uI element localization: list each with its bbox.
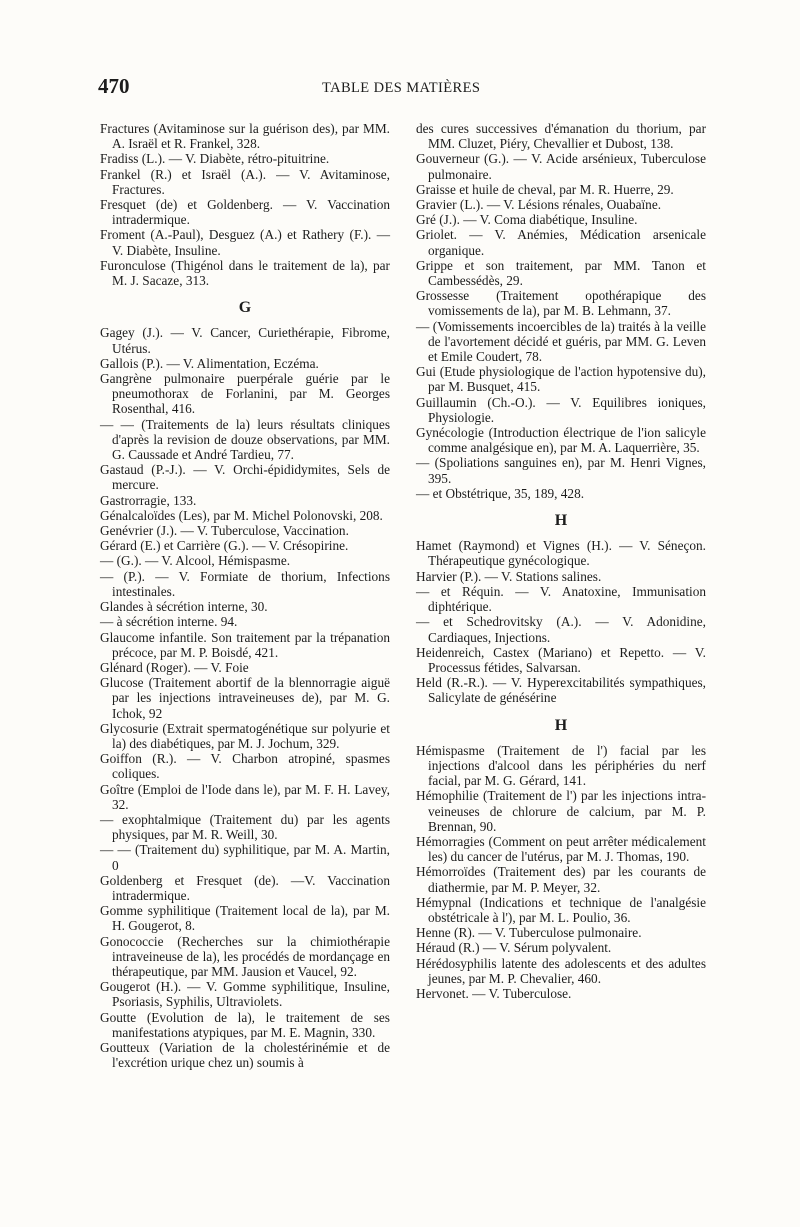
index-entry: Hémorragies (Comment on peut arrêter médicalement les) du cancer de l'utérus, par M. J. Thomas, 190.: [416, 833, 706, 865]
index-entry: Froment (A.-Paul), Desguez (A.) et Rathery (F.). — V. Diabète, Insuline.: [100, 227, 390, 258]
index-entry: — et Schedrovitsky (A.). — V. Adonidine, Cardiaques, Injections.: [416, 614, 706, 645]
index-entry: Héraud (R.) — V. Sérum polyvalent.: [416, 940, 612, 956]
section-letter-g: G: [238, 299, 252, 317]
index-entry: Hémophilie (Traitement de l') par les injections intra-veineuses de chlorure de calcium, par M. P. Brennan, 90.: [416, 788, 706, 834]
index-entry: Frankel (R.) et Israël (A.). — V. Avitaminose, Fractures.: [100, 166, 390, 197]
index-entry: Goutteux (Variation de la cholestérinémie et de l'excrétion urique chez un) soumis à: [100, 1039, 390, 1071]
index-entry: Genévrier (J.). — V. Tuberculose, Vaccination.: [100, 523, 349, 539]
index-entry: — et Obstétrique, 35, 189, 428.: [416, 485, 585, 501]
index-entry: Glycosurie (Extrait spermatogénétique sur polyurie et la) des diabétiques, par M. J. Jochum, 329.: [100, 720, 390, 751]
index-entry: — exophtalmique (Traitement du) par les agents physiques, par M. R. Weill, 30.: [100, 811, 390, 843]
index-entry: Goître (Emploi de l'Iode dans le), par M. F. H. Lavey, 32.: [100, 781, 390, 812]
right-block-2: [416, 538, 706, 705]
index-entry: — (G.). — V. Alcool, Hémispasme.: [100, 553, 291, 569]
index-entry: Gré (J.). — V. Coma diabétique, Insuline.: [416, 212, 638, 228]
index-entry: Hémorroïdes (Traitement des) par les courants de diathermie, par M. P. Meyer, 32.: [416, 864, 706, 895]
index-entry: Hérédosyphilis latente des adolescents et des adultes jeunes, par M. P. Chevalier, 460.: [416, 955, 706, 986]
running-title: TABLE DES MATIÈRES: [322, 80, 481, 96]
index-entry: Glandes à sécrétion interne, 30.: [100, 599, 268, 615]
section-letter-h-second: H: [554, 716, 568, 734]
index-entry: Furonculose (Thigénol dans le traitement de la), par M. J. Sacaze, 313.: [100, 257, 390, 289]
left-block-1: [100, 121, 390, 288]
index-entry: — — (Traitements de la) leurs résultats cliniques d'après la revision de douze observations, par MM. G. Caussade et André Tardieu, 77.: [100, 416, 390, 463]
index-entry: Grippe et son traitement, par MM. Tanon et Cambessédès, 29.: [416, 257, 706, 289]
index-entry: Graisse et huile de cheval, par M. R. Huerre, 29.: [416, 181, 674, 197]
index-entry: Goldenberg et Fresquet (de). —V. Vaccination intradermique.: [100, 872, 390, 903]
index-entry: Hervonet. — V. Tuberculose.: [416, 985, 572, 1001]
right-block-1: [416, 121, 706, 501]
index-entry: Grossesse (Traitement opothérapique des vomissements de la), par M. B. Lehmann, 37.: [416, 288, 706, 319]
index-entry: Gérard (E.) et Carrière (G.). — V. Crésopirine.: [100, 538, 349, 554]
index-entry: Hémypnal (Indications et technique de l'analgésie obstétricale à l'), par M. L. Poulio, 36.: [416, 894, 706, 925]
index-entry: Gastaud (P.-J.). — V. Orchi-épididymites, Sels de mercure.: [100, 462, 390, 493]
index-entry: — à sécrétion interne. 94.: [100, 614, 238, 630]
index-entry: — (Spoliations sanguines en), par M. Henri Vignes, 395.: [416, 455, 706, 486]
index-entry: Harvier (P.). — V. Stations salines.: [416, 568, 602, 584]
index-entry: Hamet (Raymond) et Vignes (H.). — V. Séneçon. Thérapeutique gynécologique.: [416, 538, 706, 569]
index-entry: — (P.). — V. Formiate de thorium, Infections intestinales.: [100, 568, 390, 599]
index-entry: Génalcaloïdes (Les), par M. Michel Polonovski, 208.: [100, 507, 383, 523]
index-entry: — (Vomissements incoercibles de la) traités à la veille de l'avortement décidé et guéris, par MM. G. Leven et Emile Coudert, 78.: [416, 318, 706, 365]
index-entry: Gravier (L.). — V. Lésions rénales, Ouabaïne.: [416, 197, 662, 213]
index-entry: Gynécologie (Introduction électrique de l'ion salicyle comme analgésique en), par M. A. Laquerrière, 35.: [416, 425, 706, 456]
index-entry: Gastrorragie, 133.: [100, 492, 197, 508]
left-column: [100, 121, 390, 1070]
index-entry: — et Réquin. — V. Anatoxine, Immunisation diphtérique.: [416, 583, 706, 615]
index-entry: Gagey (J.). — V. Cancer, Curiethérapie, Fibrome, Utérus.: [100, 325, 390, 356]
left-block-2: [100, 325, 390, 1070]
index-entry: des cures successives d'émanation du thorium, par MM. Cluzet, Piéry, Chevallier et Dubost, 138.: [416, 121, 706, 152]
index-entry: Fractures (Avitaminose sur la guérison des), par MM. A. Israël et R. Frankel, 328.: [100, 121, 390, 152]
index-entry: Held (R.-R.). — V. Hyperexcitabilités sympathiques, Salicylate de génésérine: [416, 675, 706, 706]
index-entry: Goiffon (R.). — V. Charbon atropiné, spasmes coliques.: [100, 751, 390, 782]
index-entry: Gomme syphilitique (Traitement local de la), par M. H. Gougerot, 8.: [100, 903, 390, 934]
index-entry: Henne (R). — V. Tuberculose pulmonaire.: [416, 925, 642, 941]
right-column: [416, 121, 706, 1001]
index-entry: Gallois (P.). — V. Alimentation, Eczéma.: [100, 355, 319, 371]
index-entry: Gui (Etude physiologique de l'action hypotensive du), par M. Busquet, 415.: [416, 364, 706, 395]
index-entry: Fresquet (de) et Goldenberg. — V. Vaccination intradermique.: [100, 197, 390, 228]
index-entry: Gonococcie (Recherches sur la chimiothérapie intraveineuse de la), les procédés de mordançage en thérapeutique, par MM. Jausion et Vaucel, 92.: [100, 933, 390, 979]
index-entry: Glénard (Roger). — V. Foie: [100, 659, 249, 675]
index-entry: Griolet. — V. Anémies, Médication arsenicale organique.: [416, 227, 706, 258]
index-entry: Glucose (Traitement abortif de la blennorragie aiguë par les injections intraveineuses de), par M. G. Ichok, 92: [100, 675, 390, 721]
right-block-3: [416, 743, 706, 1001]
index-entry: Fradiss (L.). — V. Diabète, rétro-pituitrine.: [100, 151, 330, 167]
index-entry: — — (Traitement du) syphilitique, par M. A. Martin, 0: [100, 842, 390, 873]
index-entry: Gangrène pulmonaire puerpérale guérie par le pneumothorax de Forlanini, par M. Georges Rosenthal, 416.: [100, 371, 390, 417]
section-letter-h: H: [554, 512, 568, 530]
index-entry: Hémispasme (Traitement de l') facial par les injections d'alcool dans les périphéries du nerf facial, par M. G. Gérard, 141.: [416, 742, 706, 789]
page-number: 470: [98, 74, 130, 98]
index-entry: Gougerot (H.). — V. Gomme syphilitique, Insuline, Psoriasis, Syphilis, Ultraviolets.: [100, 979, 390, 1010]
index-entry: Glaucome infantile. Son traitement par la trépanation précoce, par M. P. Boisdé, 421.: [100, 629, 390, 660]
index-entry: Goutte (Evolution de la), le traitement de ses manifestations atypiques, par M. E. Magnin, 330.: [100, 1009, 390, 1040]
index-entry: Heidenreich, Castex (Mariano) et Repetto. — V. Processus fétides, Salvarsan.: [416, 644, 706, 675]
index-entry: Gouverneur (G.). — V. Acide arsénieux, Tuberculose pulmonaire.: [416, 151, 706, 182]
index-entry: Guillaumin (Ch.-O.). — V. Equilibres ioniques, Physiologie.: [416, 394, 706, 425]
